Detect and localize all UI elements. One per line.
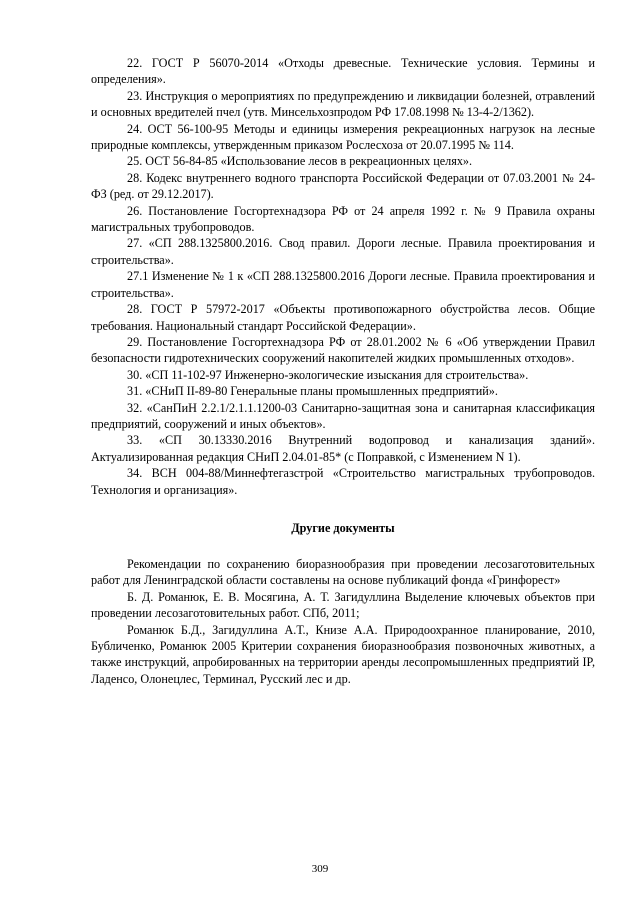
reference-item-23: 23. Инструкция о мероприятиях по предупреждению и ликвидации болезней, отравлений и основных вредителей пчел (утв. Минсельхозпродом РФ 17.08.1998 № 13-4-2/1362). [91,88,595,120]
reference-item-27-1: 27.1 Изменение № 1 к «СП 288.1325800.2016 Дороги лесные. Правила проектирования и строительства». [91,269,595,300]
page-content [91,55,595,687]
reference-item-27: 27. «СП 288.1325800.2016. Свод правил. Дороги лесные. Правила проектирования и строительства». [91,236,595,267]
reference-item-22: 22. ГОСТ Р 56070-2014 «Отходы древесные. Технические условия. Термины и определения». [91,56,595,87]
reference-item-28a: 28. Кодекс внутреннего водного транспорта Российской Федерации от 07.03.2001 № 24-ФЗ (ред. от 29.12.2017). [91,170,595,202]
reference-list [91,55,595,498]
reference-item-33: 33. «СП 30.13330.2016 Внутренний водопровод и канализация зданий». Актуализированная редакция СНиП 2.04.01-85* (с Поправкой, с Изменением N 1). [91,433,595,464]
other-paragraph-2: Б. Д. Романюк, Е. В. Мосягина, А. Т. Загидуллина Выделение ключевых объектов при проведении лесозаготовительных работ. СПб, 2011; [91,589,595,621]
page-number: 309 [311,863,329,875]
reference-item-34: 34. ВСН 004-88/Миннефтегазстрой «Строительство магистральных трубопроводов. Технология и организация». [91,466,595,497]
other-paragraph-1: Рекомендации по сохранению биоразнообразия при проведении лесозаготовительных работ для Ленинградской области составлены на основе публикаций фонда «Гринфорест» [91,556,595,588]
reference-item-32: 32. «СанПиН 2.2.1/2.1.1.1200-03 Санитарно-защитная зона и санитарная классификация предприятий, сооружений и иных объектов». [91,400,595,431]
other-documents-section [91,556,595,687]
section-title-other-documents: Другие документы [291,520,395,535]
reference-item-29: 29. Постановление Госгортехнадзора РФ от 28.01.2002 № 6 «Об утверждении Правил безопасности гидротехнических сооружений накопителей жидких промышленных отходов». [91,334,595,366]
other-paragraph-3: Романюк Б.Д., Загидуллина А.Т., Книзе А.А. Природоохранное планирование, 2010, Бубличенко, Романюк 2005 Критерии сохранения биоразнообразия позвоночных животных, а также инструкций, апробированных на территории аренды лесопромышленных предприятий IP, Ладенсо, Олонецлес, Терминал, Русский лес и др. [91,622,595,686]
reference-item-24: 24. ОСТ 56-100-95 Методы и единицы измерения рекреационных нагрузок на лесные природные комплексы, утвержденным приказом Рослесхоза от 20.07.1995 № 114. [91,121,595,153]
reference-item-28b: 28. ГОСТ Р 57972-2017 «Объекты противопожарного обустройства лесов. Общие требования. Национальный стандарт Российской Федерации». [91,302,595,333]
reference-item-26: 26. Постановление Госгортехнадзора РФ от 24 апреля 1992 г. № 9 Правила охраны магистральных трубопроводов. [91,203,595,235]
reference-item-25: 25. ОСТ 56-84-85 «Использование лесов в рекреационных целях». [127,154,473,169]
reference-item-31: 31. «СНиП II-89-80 Генеральные планы промышленных предприятий». [127,384,498,399]
reference-item-30: 30. «СП 11-102-97 Инженерно-экологические изыскания для строительства». [127,367,529,382]
